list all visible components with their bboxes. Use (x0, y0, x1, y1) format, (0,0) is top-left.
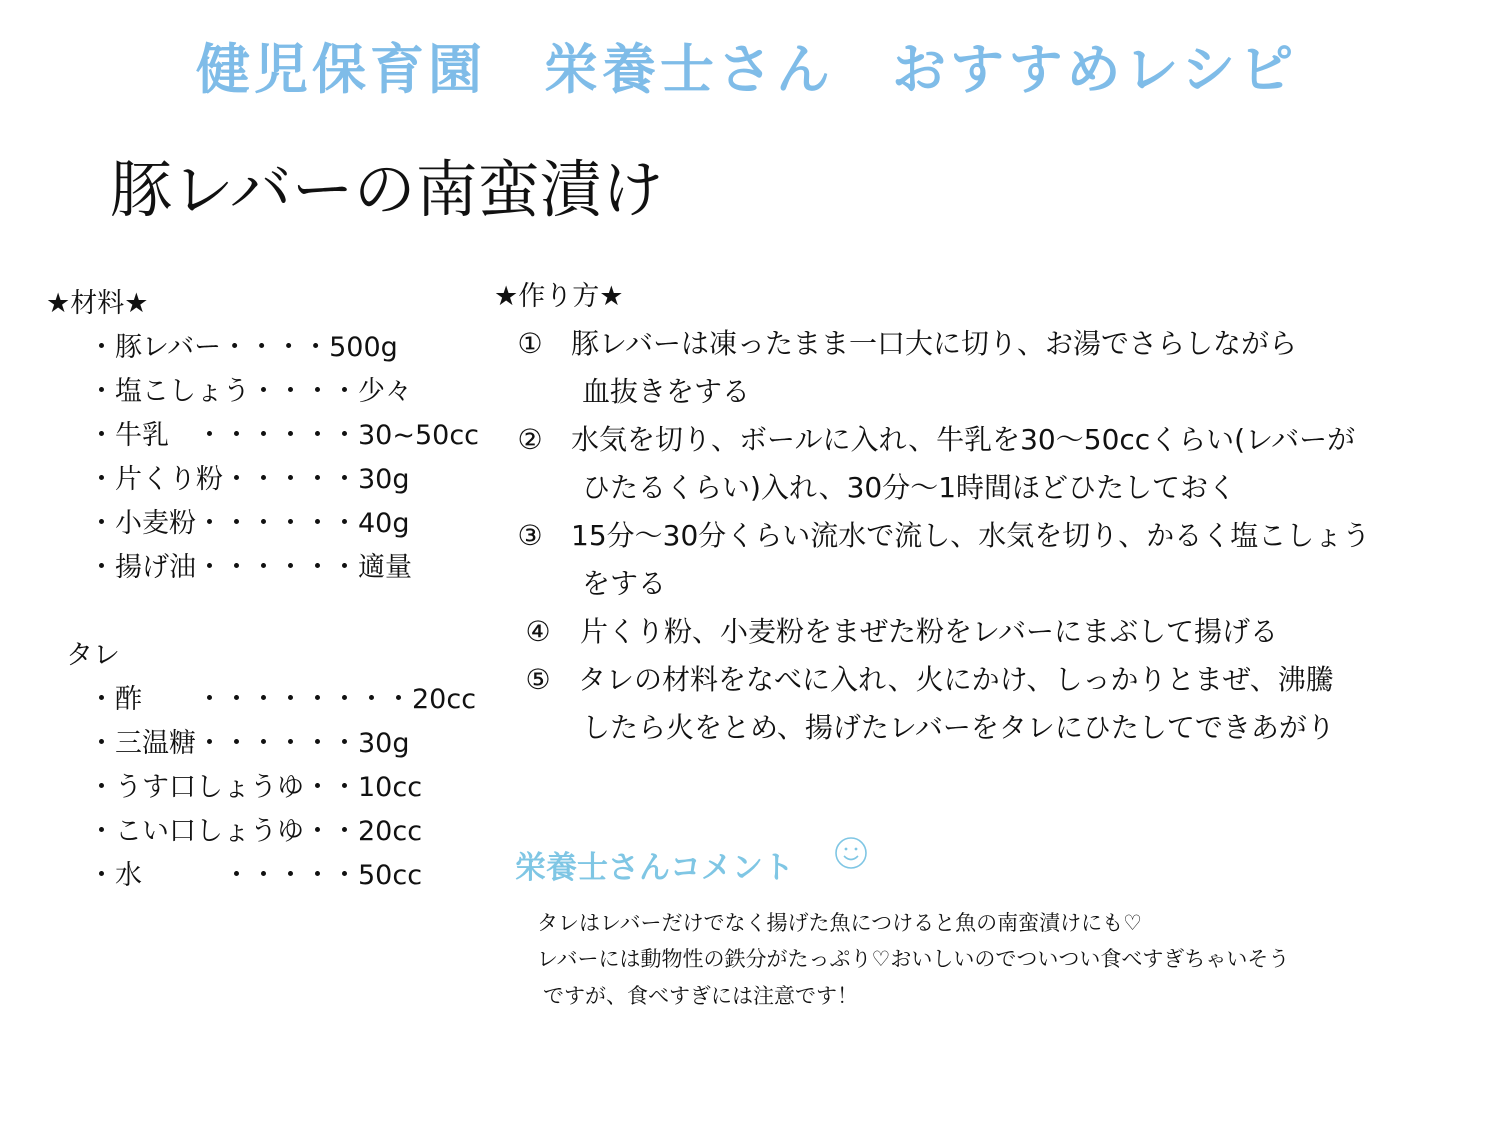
step-text: 豚レバーは凍ったまま一口大に切り、お湯でさらしながら (571, 327, 1298, 360)
step-text: タレの材料をなべに入れ、火にかけ、しっかりとまぜ、沸騰 (578, 663, 1334, 696)
recipe-title: 豚レバーの南蛮漬け (110, 153, 664, 226)
step-text: ひたるくらい)入れ、30分～1時間ほどひたしておく (582, 471, 1237, 504)
comment-heading: 栄養士さんコメント (515, 850, 794, 886)
nursery-banner: 健児保育園 栄養士さん おすすめレシピ (196, 38, 1298, 101)
ingredient-item: ・片くり粉・・・・・30g (88, 464, 410, 495)
method-heading: ★作り方★ (494, 281, 624, 312)
step-text: 血抜きをする (582, 375, 751, 408)
sauce-item: ・三温糖・・・・・・30g (88, 728, 410, 759)
step-number: ③ (517, 519, 543, 552)
ingredient-item: ・豚レバー・・・・500g (88, 332, 398, 363)
step-number: ② (517, 423, 543, 456)
sauce-heading: タレ (66, 640, 120, 671)
ingredient-item: ・小麦粉・・・・・・40g (88, 508, 410, 539)
step-text: 15分～30分くらい流水で流し、水気を切り、かるく塩こしょう (571, 519, 1371, 552)
sauce-item: ・水 ・・・・・50cc (88, 860, 423, 891)
comment-line: タレはレバーだけでなく揚げた魚につけると魚の南蛮漬けにも♡ (537, 911, 1142, 935)
smile-icon (834, 836, 868, 870)
step-number: ① (517, 327, 543, 360)
comment-line: レバーには動物性の鉄分がたっぷり♡おいしいのでついつい食べすぎちゃいそう (537, 947, 1290, 971)
comment-line: ですが、食べすぎには注意です！ (543, 984, 858, 1008)
step-text: 片くり粉、小麦粉をまぜた粉をレバーにまぶして揚げる (580, 615, 1279, 648)
sauce-item: ・酢 ・・・・・・・・20cc (88, 684, 477, 715)
step-number: ④ (525, 615, 551, 648)
ingredient-item: ・牛乳 ・・・・・・30~50cc (88, 420, 480, 451)
ingredient-item: ・塩こしょう・・・・少々 (88, 376, 412, 407)
step-text: をする (582, 567, 667, 600)
step-number: ⑤ (525, 663, 551, 696)
sauce-item: ・こい口しょうゆ・・20cc (88, 816, 423, 847)
ingredients-heading: ★材料★ (46, 288, 149, 319)
ingredient-item: ・揚げ油・・・・・・適量 (88, 552, 412, 583)
step-text: 水気を切り、ボールに入れ、牛乳を30～50ccくらい(レバーが (571, 423, 1356, 456)
sauce-item: ・うす口しょうゆ・・10cc (88, 772, 423, 803)
step-text: したら火をとめ、揚げたレバーをタレにひたしてできあがり (582, 711, 1335, 744)
